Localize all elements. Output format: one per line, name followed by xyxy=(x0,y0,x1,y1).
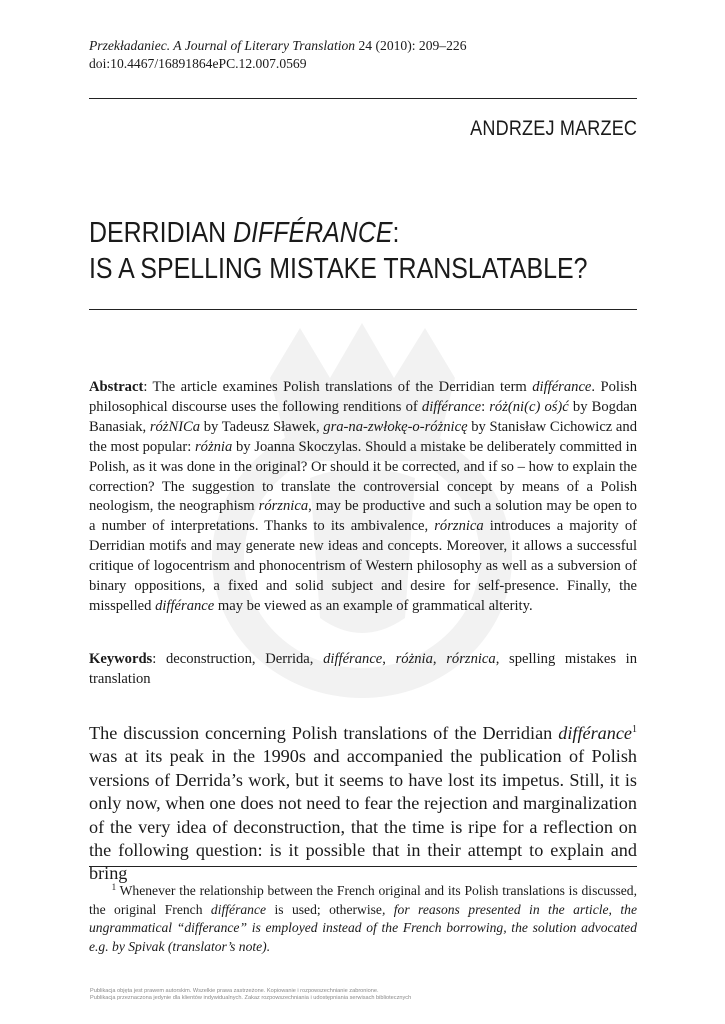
abstract-term: gra-na-zwłokę-o-różnicę xyxy=(323,418,468,435)
abstract-term: różNICa xyxy=(149,418,201,435)
abstract-term: rórznica xyxy=(434,518,484,535)
title-colon: : xyxy=(392,217,400,249)
title-prefix: DERRIDIAN xyxy=(89,217,234,249)
journal-issue: 24 (2010): 209–226 xyxy=(358,38,467,53)
copyright-notice xyxy=(90,988,411,1002)
footnote-text: is used; otherwise xyxy=(266,901,382,917)
abstract-text: . Polish philosophical discourse uses the following renditions of xyxy=(89,379,637,415)
abstract-text: : The article examines Polish translations of the Derridian term xyxy=(143,379,533,395)
article-title xyxy=(89,215,588,287)
abstract-text: , may be productive and such a solution may be open to a number of interpretations. Thanks to its ambivalence, xyxy=(89,498,637,535)
keywords-text: , xyxy=(382,651,396,667)
footnote-term: différance xyxy=(210,901,267,917)
keywords-label: Keywords xyxy=(89,651,153,667)
journal-title: Przekładaniec. A Journal of Literary Translation xyxy=(89,38,356,53)
abstract-text: by Joanna Skoczylas. Should a mistake be deliberately committed in Polish, as it was done in the original? Or should it be corrected, and if so – how to explain the correction? The suggestion to translate the controversial concept by means of a Polish neologism, the neographism xyxy=(89,438,637,515)
keywords xyxy=(89,650,637,690)
keyword-term: rórznica xyxy=(446,651,496,667)
abstract-text: by Bogdan Banasiak, xyxy=(89,398,638,435)
copyright-line-1: Publikacja objęta jest prawem autorskim. Wszelkie prawa zastrzeżone. Kopiowanie i rozpowszechnianie zabronione. xyxy=(90,988,379,994)
footnote-divider xyxy=(89,866,637,867)
abstract-term: rórznica xyxy=(258,498,309,515)
abstract-term: différance xyxy=(421,398,482,415)
abstract xyxy=(89,378,637,617)
title-italic-term: DIFFÉRANCE xyxy=(233,217,393,249)
body-term: différance xyxy=(558,723,632,743)
keywords-text: : deconstruction, Derrida, xyxy=(152,651,324,667)
abstract-text: by Stanisław Cichowicz and the most popular: xyxy=(89,418,638,455)
keyword-term: różnia xyxy=(395,651,433,667)
keyword-term: différance xyxy=(323,651,383,667)
body-text: The discussion concerning Polish translations of the Derridian xyxy=(89,723,559,743)
body-paragraph xyxy=(89,718,637,886)
keywords-text: , spelling mistakes in translation xyxy=(89,651,638,687)
keywords-text: , xyxy=(432,651,447,667)
title-divider xyxy=(89,309,637,310)
title-line-2: IS A SPELLING MISTAKE TRANSLATABLE? xyxy=(89,253,588,285)
footnote-text: Whenever the relationship between the French original and its Polish translations is discussed, the original French xyxy=(89,883,637,917)
footnote-mark: 1 xyxy=(111,882,117,892)
abstract-text: : xyxy=(481,398,490,415)
abstract-term: róż(ni(c) oś)ć xyxy=(489,398,569,415)
abstract-label: Abstract xyxy=(89,379,144,395)
body-text: was at its peak in the 1990s and accompanied the publication of Polish versions of Derrida’s work, but it seems to have lost its impetus. Still, it is only now, when one does not need to fear the rejection and marginalization of the very idea of deconstruction, that the time is ripe for a reflection on the following question: is it possible that in their attempt to explain and bring xyxy=(89,746,637,884)
abstract-text: introduces a majority of Derridian motifs and may generate new ideas and concepts. Moreover, it allows a successful critique of logocentrism and phonocentrism of Western philosophy as well as a subversion of binary oppositions, a fixed and solid subject and desire for self-presence. Finally, the misspelled xyxy=(89,518,637,614)
abstract-term: różnia xyxy=(194,438,233,455)
doi: doi:10.4467/16891864ePC.12.007.0569 xyxy=(89,56,307,71)
citation-header xyxy=(89,37,649,73)
footnote xyxy=(89,878,637,956)
author-name: ANDRZEJ MARZEC xyxy=(470,117,637,140)
abstract-text: by Tadeusz Sławek, xyxy=(200,418,324,435)
abstract-text: may be viewed as an example of grammatical alterity. xyxy=(214,597,533,614)
top-divider xyxy=(89,98,637,99)
abstract-term: différance xyxy=(155,597,215,614)
footnote-text: , for reasons presented in the article, the ungrammatical “differance” is employed instead of the French borrowing, the solution advocated e.g. by Spivak (translator’s note). xyxy=(89,901,637,954)
abstract-term: différance xyxy=(532,379,592,395)
footnote-reference: 1 xyxy=(632,724,637,735)
copyright-line-2: Publikacja przeznaczona jedynie dla klientów indywidualnych. Zakaz rozpowszechniania i udostępniania serwisach bibliotecznych xyxy=(90,995,412,1002)
